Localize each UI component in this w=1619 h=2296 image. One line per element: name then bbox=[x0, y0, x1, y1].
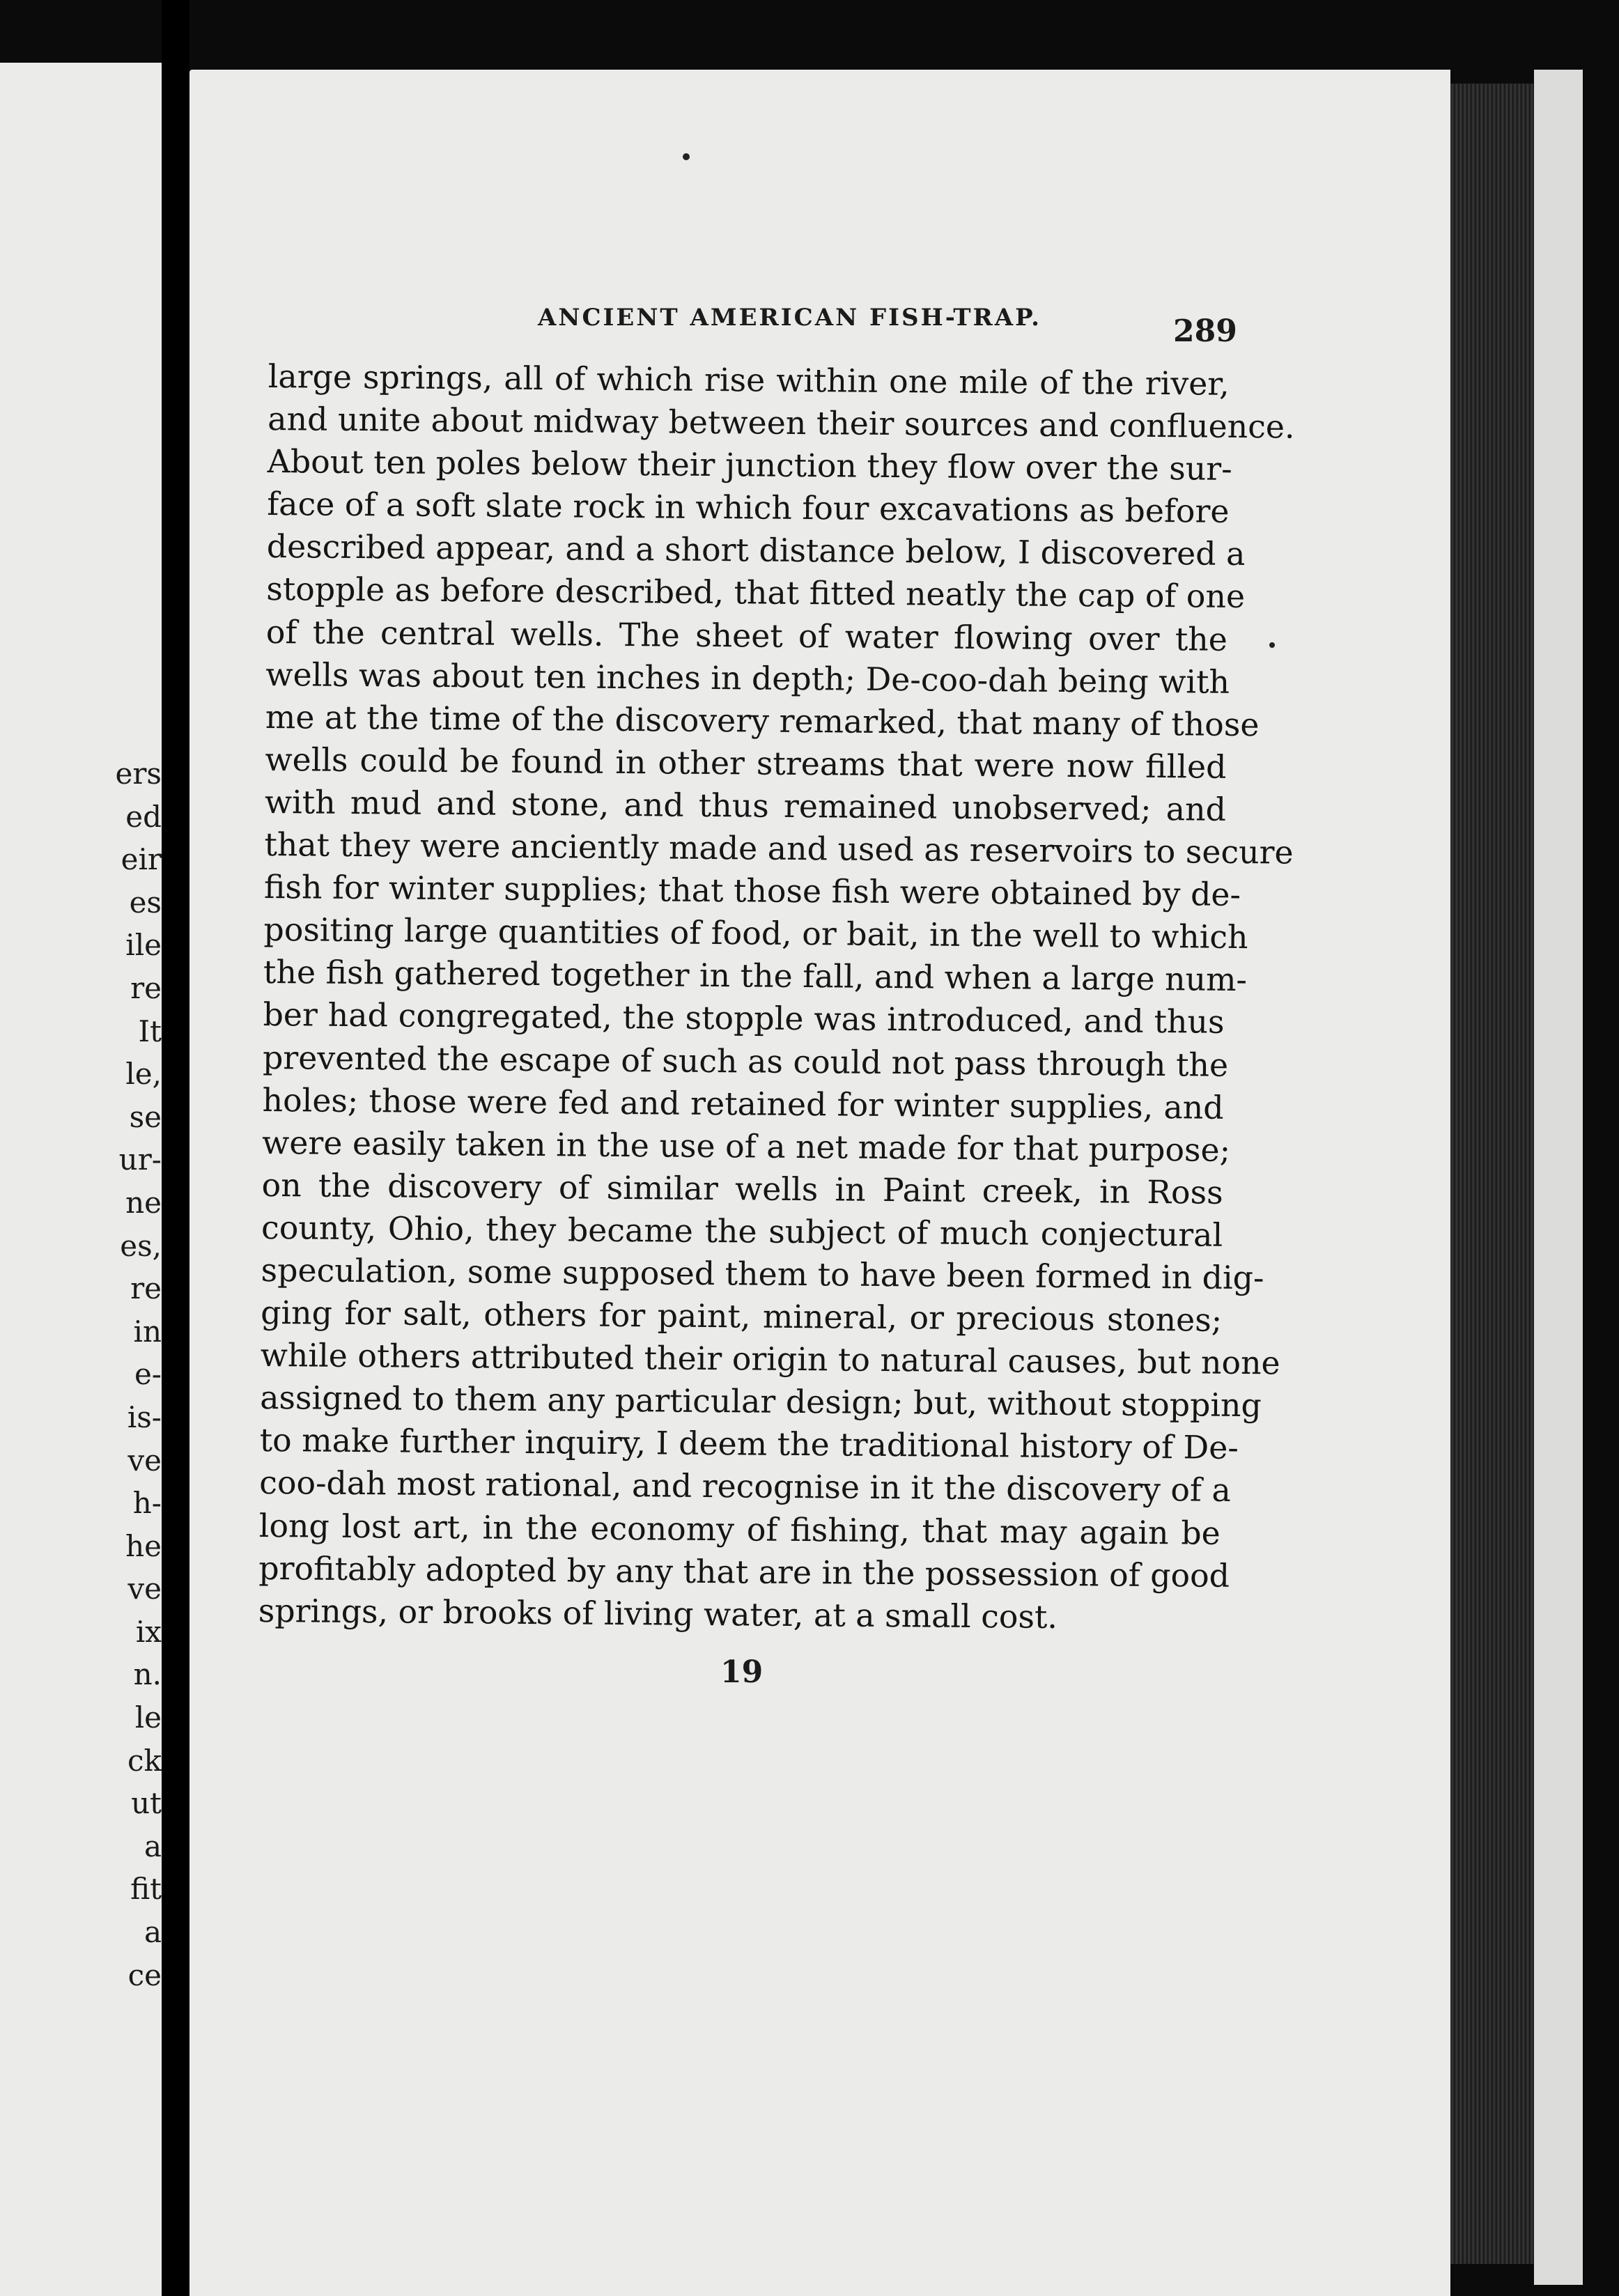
left-page-fragment: ve bbox=[127, 1443, 162, 1477]
text-line: me at the time of the discovery remarked, that many of those bbox=[265, 697, 1260, 743]
text-line: prevented the escape of such as could not pass through the bbox=[262, 1038, 1229, 1084]
left-page-line-endings bbox=[0, 752, 162, 1996]
left-page-fragment: se bbox=[129, 1099, 162, 1134]
page-number: 289 bbox=[1173, 313, 1237, 349]
left-page-fragment: ile bbox=[125, 928, 162, 963]
text-line: large springs, all of which rise within one mile of the river, bbox=[268, 357, 1230, 403]
left-page-fragment: ed bbox=[125, 799, 162, 834]
text-line: of the central wells. The sheet of water flowing over the bbox=[265, 612, 1228, 658]
text-line: assigned to them any particular design; but, without stopping bbox=[260, 1379, 1262, 1425]
text-line: while others attributed their origin to natural causes, but none bbox=[260, 1336, 1280, 1382]
left-page-fragment: le, bbox=[125, 1057, 162, 1092]
text-line: long lost art, in the economy of fishing, that may again be bbox=[258, 1506, 1221, 1552]
left-page-fragment: e- bbox=[134, 1357, 162, 1392]
left-page-fragment: eir bbox=[121, 842, 162, 877]
text-line: wells could be found in other streams that were now filled bbox=[265, 740, 1227, 786]
text-line: face of a soft slate rock in which four excavations as before bbox=[267, 485, 1230, 531]
left-page-fragment: is- bbox=[127, 1399, 162, 1434]
left-page-fragment: re bbox=[130, 1271, 162, 1306]
text-line: the fish gathered together in the fall, and when a large num- bbox=[263, 953, 1248, 999]
speck-mark bbox=[683, 153, 690, 160]
running-head: ANCIENT AMERICAN FISH-TRAP. bbox=[538, 304, 1041, 332]
left-page-fragment: ck bbox=[127, 1743, 162, 1778]
text-line: county, Ohio, they became the subject of much conjectural bbox=[261, 1208, 1223, 1254]
text-line: positing large quantities of food, or bait, in the well to which bbox=[263, 910, 1248, 956]
left-page-fragment: ve bbox=[127, 1572, 162, 1606]
text-line: About ten poles below their junction they flow over the sur- bbox=[267, 442, 1232, 488]
page-edges-stack bbox=[1450, 84, 1534, 2264]
text-line: ber had congregated, the stopple was introduced, and thus bbox=[263, 995, 1225, 1041]
left-facing-page bbox=[0, 63, 162, 2296]
back-cover-edge bbox=[1534, 70, 1583, 2285]
text-line: to make further inquiry, I deem the traditional history of De- bbox=[259, 1421, 1239, 1467]
left-page-fragment: in bbox=[133, 1314, 162, 1349]
text-line: profitably adopted by any that are in the possession of good bbox=[258, 1549, 1230, 1595]
left-page-fragment: ur- bbox=[118, 1142, 162, 1177]
text-line: and unite about midway between their sources and confluence. bbox=[268, 400, 1295, 446]
left-page-fragment: ers bbox=[115, 757, 162, 791]
left-page-fragment: re bbox=[130, 970, 162, 1005]
speck-mark bbox=[1269, 642, 1275, 648]
text-line: wells was about ten inches in depth; De-coo-dah being with bbox=[265, 655, 1230, 701]
left-page-fragment: It bbox=[138, 1014, 162, 1048]
left-page-fragment: n. bbox=[133, 1657, 162, 1692]
text-line: on the discovery of similar wells in Paint creek, in Ross bbox=[261, 1165, 1223, 1211]
left-page-fragment: es bbox=[129, 885, 162, 920]
scan-border bbox=[1583, 0, 1619, 2296]
left-page-fragment: he bbox=[125, 1528, 162, 1563]
left-page-fragment: h- bbox=[132, 1486, 162, 1521]
left-page-fragment: es, bbox=[120, 1228, 162, 1263]
text-line: with mud and stone, and thus remained unobserved; and bbox=[264, 782, 1227, 828]
body-text bbox=[258, 355, 1295, 1640]
text-line: ging for salt, others for paint, mineral, or precious stones; bbox=[260, 1294, 1223, 1339]
text-line: described appear, and a short distance below, I discovered a bbox=[266, 527, 1246, 573]
signature-mark: 19 bbox=[720, 1654, 764, 1690]
book-gutter bbox=[162, 0, 189, 2296]
left-page-fragment: ce bbox=[127, 1957, 162, 1992]
left-page-fragment: ut bbox=[131, 1786, 162, 1821]
text-line: stopple as before described, that fitted neatly the cap of one bbox=[266, 570, 1246, 616]
text-line: fish for winter supplies; that those fish were obtained by de- bbox=[263, 868, 1241, 914]
text-line: speculation, some supposed them to have been formed in dig- bbox=[261, 1250, 1264, 1297]
left-page-fragment: ix bbox=[135, 1614, 162, 1649]
left-page-fragment: ne bbox=[125, 1185, 162, 1220]
text-line: coo-dah most rational, and recognise in it the discovery of a bbox=[259, 1464, 1231, 1510]
text-line: were easily taken in the use of a net made for that purpose; bbox=[261, 1123, 1231, 1169]
left-page-fragment: le bbox=[134, 1700, 162, 1735]
left-page-fragment: a bbox=[144, 1829, 162, 1863]
text-line: holes; those were fed and retained for winter supplies, and bbox=[262, 1080, 1224, 1126]
text-line: that they were anciently made and used as reservoirs to secure bbox=[264, 825, 1294, 871]
left-page-fragment: fit bbox=[130, 1872, 162, 1907]
left-page-fragment: a bbox=[144, 1915, 162, 1950]
text-line: springs, or brooks of living water, at a small cost. bbox=[258, 1591, 1058, 1636]
